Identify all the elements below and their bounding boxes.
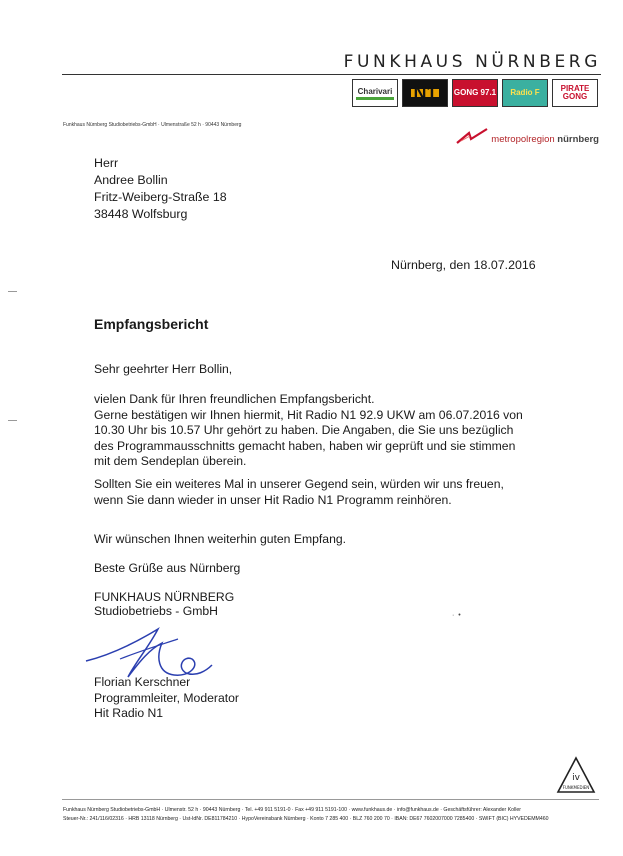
- fold-mark: [8, 291, 17, 292]
- gong-971-logo: GONG 97.1: [452, 79, 498, 107]
- recipient-line: Andree Bollin: [94, 173, 168, 187]
- metro-city: nürnberg: [557, 134, 599, 145]
- metropolregion-swoosh-icon: [455, 127, 489, 145]
- footer-line-1: Funkhaus Nürnberg Studiobetriebs-GmbH · Ulmenstr. 52 h · 90443 Nürnberg · Tel. +49 911 5191-0 · Fax +49 911 5191-100 · www.funkhaus.de · info@funkhaus.de · Geschäftsführer: Alexander Koller: [63, 807, 521, 813]
- signer-station: Hit Radio N1: [94, 706, 164, 720]
- recipient-address: [94, 155, 227, 223]
- n1-logo: N1: [402, 79, 448, 107]
- footer-line-2: Steuer-Nr.: 241/116/02316 · HRB 13118 Nürnberg · Ust-IdNr. DE811784210 · HypoVereinsbank Nürnberg · Konto 7 285 400 · BLZ 760 200 70 · IBAN: DE67 7602007000 7285400 · SWIFT (BIC) HYVEDEMM460: [63, 816, 549, 822]
- signer-name: Florian Kerschner: [94, 675, 191, 689]
- metro-prefix: metropolregion: [491, 134, 555, 145]
- charivari-logo: Charivari: [352, 79, 398, 107]
- svg-text:iv: iv: [572, 773, 580, 783]
- pirate-gong-logo: PIRATE GONG: [552, 79, 598, 107]
- radio-f-logo: Radio F: [502, 79, 548, 107]
- metropolregion-logo: [455, 127, 599, 145]
- recipient-line: Fritz-Weiberg-Straße 18: [94, 190, 227, 204]
- recipient-line: Herr: [94, 156, 119, 170]
- signer-block: [94, 675, 239, 722]
- body-paragraph-3: Wir wünschen Ihnen weiterhin guten Empfang.: [94, 532, 347, 546]
- seal-text: FUNKMEDIEN: [562, 785, 590, 790]
- date-line: Nürnberg, den 18.07.2016: [391, 258, 536, 272]
- closing-line: Beste Grüße aus Nürnberg: [94, 561, 241, 575]
- body-paragraph-1: vielen Dank für Ihren freundlichen Empfangsbericht. Gerne bestätigen wir Ihnen hiermit, Hit Radio N1 92.9 UKW am 06.07.2016 von 10.30 Uhr bis 10.57 Uhr gehört zu haben. Die Angaben, die Sie uns bezüglich des Programmausschnitts gemacht haben, haben wir geprüft und sie stimmen mit dem Sendeplan überein.: [94, 392, 523, 468]
- header-rule: [62, 74, 601, 75]
- recipient-line: 38448 Wolfsburg: [94, 207, 188, 221]
- signature-company: [94, 590, 234, 618]
- signer-title: Programmleiter, Moderator: [94, 690, 239, 705]
- speck-marks: · •: [452, 612, 461, 619]
- funkmedien-seal: [556, 756, 596, 796]
- salutation: Sehr geehrter Herr Bollin,: [94, 362, 233, 376]
- company-name: FUNKHAUS NÜRNBERG: [94, 590, 235, 604]
- company-type: Studiobetriebs - GmbH: [94, 604, 218, 618]
- body-paragraph-2: Sollten Sie ein weiteres Mal in unserer Gegend sein, würden wir uns freuen, wenn Sie dann wieder in unser Hit Radio N1 Programm reinhören.: [94, 477, 504, 507]
- letter-subject: Empfangsbericht: [94, 316, 209, 332]
- letterhead-brand: FUNKHAUS NÜRNBERG: [343, 52, 601, 72]
- footer-rule: [62, 799, 599, 800]
- station-logos: [352, 79, 598, 107]
- sender-return-line: Funkhaus Nürnberg Studiobetriebs-GmbH · Ulmenstraße 52 h · 90443 Nürnberg: [63, 122, 242, 128]
- punch-mark: [8, 420, 17, 421]
